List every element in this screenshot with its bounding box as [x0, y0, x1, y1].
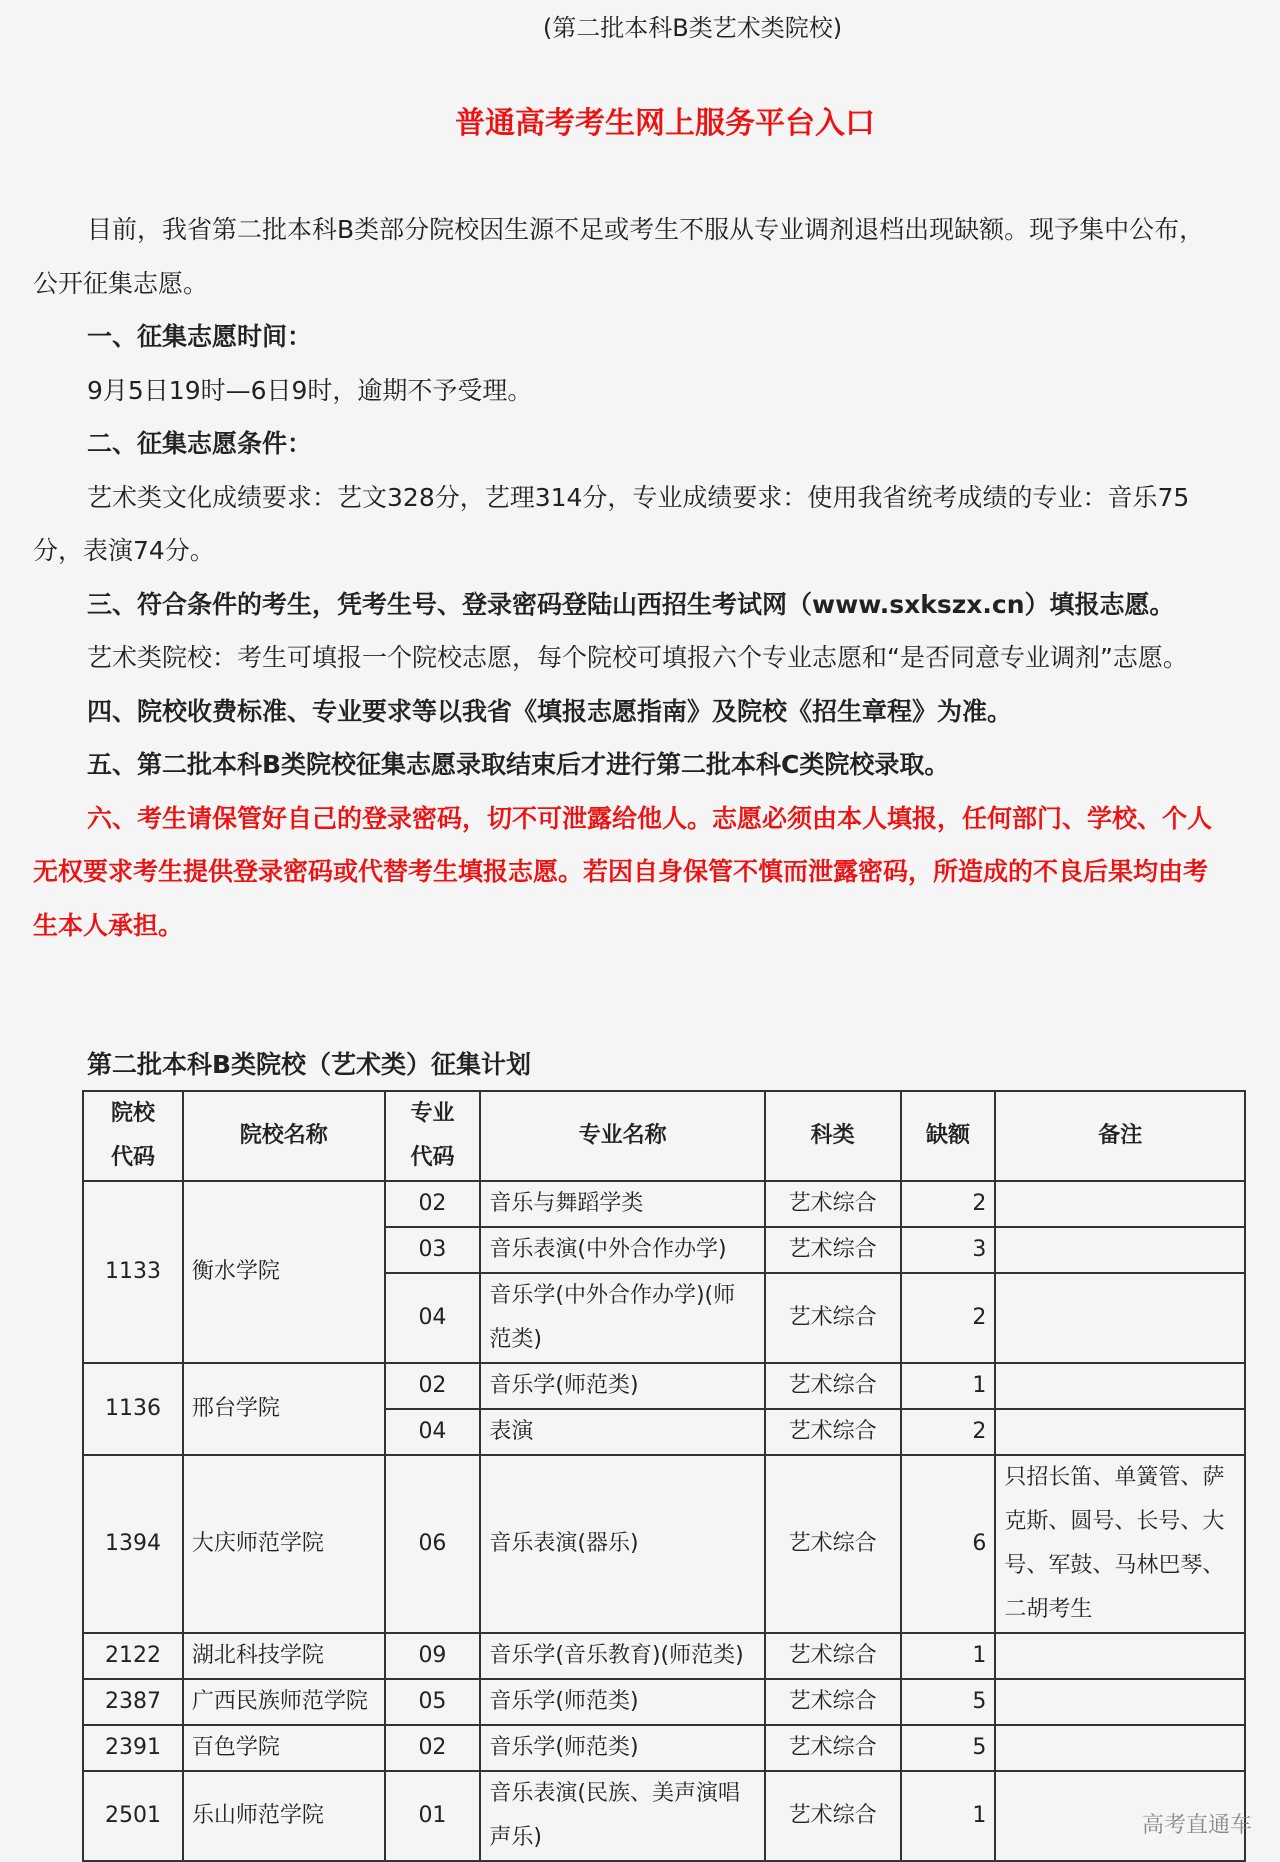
section-5: 五、第二批本科B类院校征集志愿录取结束后才进行第二批本科C类院校录取。	[87, 750, 950, 779]
major-code-cell: 02	[385, 1363, 481, 1409]
school-code-cell: 2501	[83, 1771, 183, 1861]
major-name-cell: 音乐表演(中外合作办学)	[480, 1227, 764, 1273]
section-3-heading: 三、符合条件的考生，凭考生号、登录密码登陆山西招生考试网（www.sxkszx.cn）填报志愿。	[87, 590, 1175, 619]
major-name-cell: 音乐与舞蹈学类	[480, 1181, 764, 1227]
section-6-line-1: 六、考生请保管好自己的登录密码，切不可泄露给他人。志愿必须由本人填报，任何部门、学校、个人	[87, 804, 1213, 833]
major-name-cell: 音乐学(中外合作办学)(师范类)	[480, 1273, 764, 1363]
school-name-cell: 邢台学院	[183, 1363, 385, 1455]
remark-cell	[995, 1181, 1245, 1227]
category-cell: 艺术综合	[765, 1633, 901, 1679]
major-name-cell: 音乐表演(器乐)	[480, 1455, 764, 1633]
table-row	[83, 1455, 1245, 1633]
table-row	[83, 1363, 1245, 1409]
major-name-cell: 音乐学(音乐教育)(师范类)	[480, 1633, 764, 1679]
major-name-cell: 音乐表演(民族、美声演唱声乐)	[480, 1771, 764, 1861]
category-cell: 艺术综合	[765, 1679, 901, 1725]
table-row	[83, 1181, 1245, 1227]
section-6-line-3: 生本人承担。	[33, 911, 184, 940]
major-code-cell: 04	[385, 1409, 481, 1455]
school-code-cell: 1136	[83, 1363, 183, 1455]
category-cell: 艺术综合	[765, 1363, 901, 1409]
remark-cell	[995, 1363, 1245, 1409]
watermark: 高考直通车	[1142, 1813, 1253, 1838]
school-name-cell: 湖北科技学院	[183, 1633, 385, 1679]
major-code-cell: 05	[385, 1679, 481, 1725]
major-code-cell: 01	[385, 1771, 481, 1861]
category-cell: 艺术综合	[765, 1181, 901, 1227]
remark-cell	[995, 1273, 1245, 1363]
section-2-heading: 二、征集志愿条件：	[87, 429, 313, 458]
section-2-body-2: 分，表演74分。	[33, 536, 215, 565]
major-name-cell: 音乐学(师范类)	[480, 1725, 764, 1771]
major-code-cell: 06	[385, 1455, 481, 1633]
header-school-name: 院校名称	[183, 1091, 385, 1181]
category-cell: 艺术综合	[765, 1227, 901, 1273]
table-row	[83, 1771, 1245, 1861]
section-3-body: 艺术类院校：考生可填报一个院校志愿，每个院校可填报六个专业志愿和“是否同意专业调剂”志愿。	[87, 643, 1188, 672]
remark-cell	[995, 1227, 1245, 1273]
major-name-cell: 音乐学(师范类)	[480, 1679, 764, 1725]
vacancy-cell: 1	[901, 1771, 996, 1861]
major-code-cell: 03	[385, 1227, 481, 1273]
school-name-cell: 百色学院	[183, 1725, 385, 1771]
school-code-cell: 1394	[83, 1455, 183, 1633]
remark-cell	[995, 1409, 1245, 1455]
category-cell: 艺术综合	[765, 1455, 901, 1633]
school-code-cell: 2122	[83, 1633, 183, 1679]
section-2-body-1: 艺术类文化成绩要求：艺文328分，艺理314分，专业成绩要求：使用我省统考成绩的专业：音乐75	[87, 483, 1190, 512]
vacancy-cell: 5	[901, 1679, 996, 1725]
remark-cell: 只招长笛、单簧管、萨克斯、圆号、长号、大号、军鼓、马林巴琴、二胡考生	[995, 1455, 1245, 1633]
section-6-line-2: 无权要求考生提供登录密码或代替考生填报志愿。若因自身保管不慎而泄露密码，所造成的不良后果均由考	[33, 857, 1209, 886]
header-remark: 备注	[995, 1091, 1245, 1181]
major-code-cell: 02	[385, 1181, 481, 1227]
school-code-cell: 2391	[83, 1725, 183, 1771]
header-major-name: 专业名称	[480, 1091, 764, 1181]
document-subtitle: (第二批本科B类艺术类院校)	[542, 14, 843, 42]
table-row	[83, 1679, 1245, 1725]
major-code-cell: 09	[385, 1633, 481, 1679]
header-vacancy: 缺额	[901, 1091, 996, 1181]
section-4: 四、院校收费标准、专业要求等以我省《填报志愿指南》及院校《招生章程》为准。	[87, 697, 1013, 726]
intro-line-2: 公开征集志愿。	[33, 269, 209, 298]
major-name-cell: 表演	[480, 1409, 764, 1455]
remark-cell	[995, 1725, 1245, 1771]
category-cell: 艺术综合	[765, 1273, 901, 1363]
category-cell: 艺术综合	[765, 1409, 901, 1455]
remark-cell	[995, 1633, 1245, 1679]
vacancy-cell: 1	[901, 1363, 996, 1409]
major-code-cell: 02	[385, 1725, 481, 1771]
table-header-row	[83, 1091, 1245, 1181]
table-row	[83, 1725, 1245, 1771]
table-caption: 第二批本科B类院校（艺术类）征集计划	[87, 1050, 532, 1079]
vacancy-cell: 2	[901, 1181, 996, 1227]
remark-cell	[995, 1679, 1245, 1725]
vacancy-cell: 2	[901, 1273, 996, 1363]
section-1-heading: 一、征集志愿时间：	[87, 322, 313, 351]
school-code-cell: 1133	[83, 1181, 183, 1363]
major-code-cell: 04	[385, 1273, 481, 1363]
table-row	[83, 1633, 1245, 1679]
school-name-cell: 广西民族师范学院	[183, 1679, 385, 1725]
header-major-code: 专业 代码	[385, 1091, 481, 1181]
major-name-cell: 音乐学(师范类)	[480, 1363, 764, 1409]
school-name-cell: 衡水学院	[183, 1181, 385, 1363]
vacancy-cell: 6	[901, 1455, 996, 1633]
category-cell: 艺术综合	[765, 1725, 901, 1771]
vacancy-cell: 1	[901, 1633, 996, 1679]
school-name-cell: 大庆师范学院	[183, 1455, 385, 1633]
header-category: 科类	[765, 1091, 901, 1181]
vacancy-cell: 5	[901, 1725, 996, 1771]
vacancy-cell: 3	[901, 1227, 996, 1273]
vacancy-cell: 2	[901, 1409, 996, 1455]
platform-entry-link[interactable]: 普通高考考生网上服务平台入口	[455, 106, 875, 141]
school-name-cell: 乐山师范学院	[183, 1771, 385, 1861]
header-school-code: 院校 代码	[83, 1091, 183, 1181]
section-1-body: 9月5日19时—6日9时，逾期不予受理。	[87, 376, 533, 405]
category-cell: 艺术综合	[765, 1771, 901, 1861]
enrollment-plan-table	[82, 1090, 1246, 1862]
school-code-cell: 2387	[83, 1679, 183, 1725]
intro-line-1: 目前，我省第二批本科B类部分院校因生源不足或考生不服从专业调剂退档出现缺额。现予集中公布，	[87, 215, 1205, 244]
